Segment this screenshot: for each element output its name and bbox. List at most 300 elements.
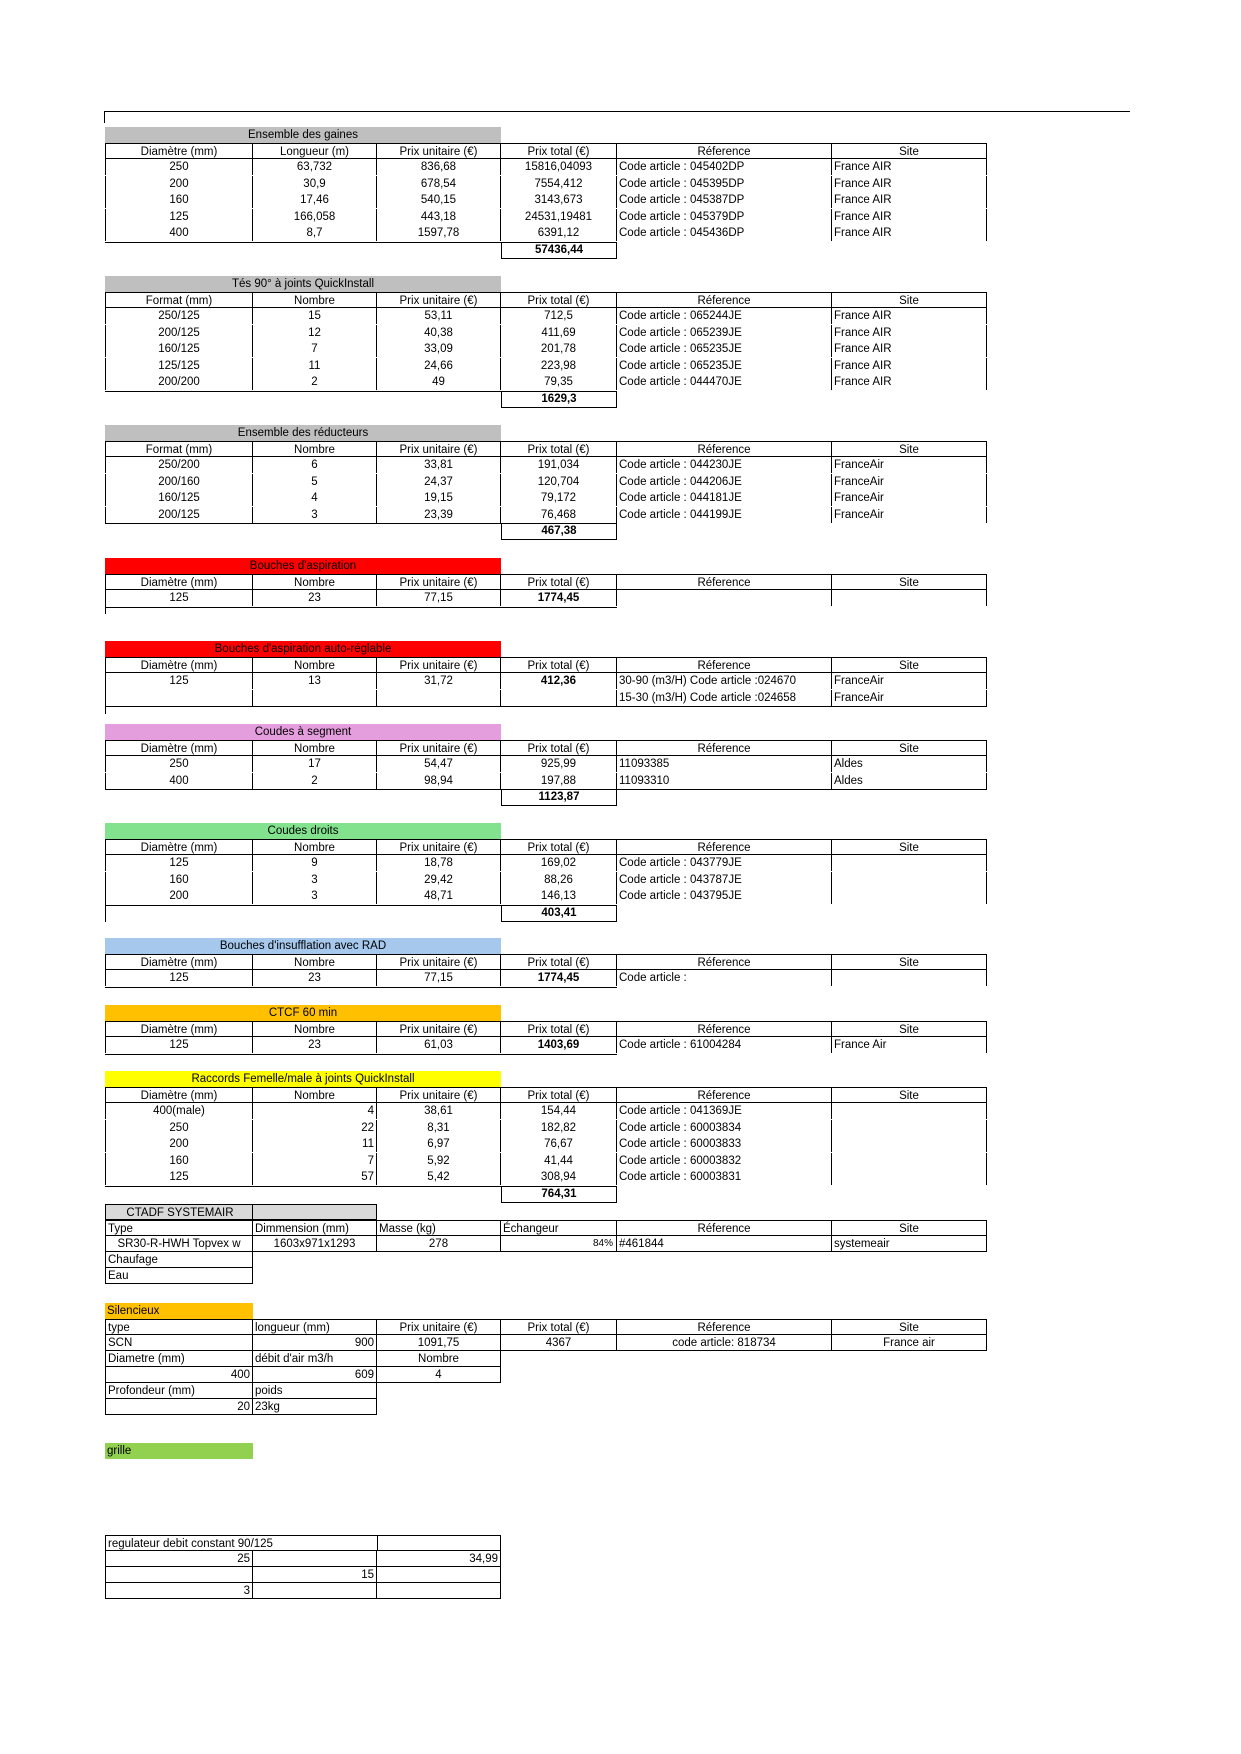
header-row bbox=[105, 1220, 987, 1236]
table-row bbox=[105, 225, 987, 241]
sub-row bbox=[105, 1399, 377, 1415]
title-filler bbox=[253, 1204, 377, 1220]
table-cell: Code article : bbox=[617, 970, 832, 986]
table-row bbox=[105, 374, 987, 390]
column-header: Prix unitaire (€) bbox=[377, 292, 501, 308]
table-row bbox=[105, 1037, 987, 1053]
table-cell bbox=[832, 855, 987, 871]
table-cell: 40,38 bbox=[377, 325, 501, 341]
table-cell: FranceAir bbox=[832, 507, 987, 523]
column-header: Réference bbox=[617, 574, 832, 590]
table-cell: 540,15 bbox=[377, 192, 501, 208]
table-cell: 76,67 bbox=[501, 1136, 617, 1152]
column-header: Prix total (€) bbox=[501, 292, 617, 308]
section-total: 57436,44 bbox=[501, 242, 617, 259]
table-cell: Code article : 045436DP bbox=[617, 225, 832, 241]
table-cell: 4367 bbox=[501, 1335, 617, 1351]
table-cell: 34,99 bbox=[377, 1551, 501, 1567]
column-header: Réference bbox=[617, 1021, 832, 1037]
table-cell: Code article : 60003834 bbox=[617, 1120, 832, 1136]
column-header: Prix unitaire (€) bbox=[377, 143, 501, 159]
table-cell bbox=[617, 590, 832, 606]
table-cell: 15816,04093 bbox=[501, 159, 617, 175]
table-cell: 411,69 bbox=[501, 325, 617, 341]
table-cell: 11093385 bbox=[617, 756, 832, 772]
column-header: Site bbox=[832, 1220, 987, 1236]
table-cell: 197,88 bbox=[501, 773, 617, 789]
section-title: CTADF SYSTEMAIR bbox=[105, 1204, 253, 1220]
table-cell: 15 bbox=[253, 308, 377, 324]
column-header: Échangeur bbox=[501, 1220, 617, 1236]
column-header: Diamètre (mm) bbox=[105, 740, 253, 756]
table-cell: 8,31 bbox=[377, 1120, 501, 1136]
column-header: Prix total (€) bbox=[501, 839, 617, 855]
column-header: Réference bbox=[617, 1087, 832, 1103]
table-cell: 200 bbox=[105, 1136, 253, 1152]
table-cell: 98,94 bbox=[377, 773, 501, 789]
table-cell: 49 bbox=[377, 374, 501, 390]
table-cell: Code article : 065235JE bbox=[617, 341, 832, 357]
table-row bbox=[105, 308, 987, 324]
table-cell: 250 bbox=[105, 1120, 253, 1136]
table-cell: 38,61 bbox=[377, 1103, 501, 1119]
header-row bbox=[105, 1021, 987, 1037]
table-cell bbox=[832, 590, 987, 606]
table-cell bbox=[832, 1120, 987, 1136]
table-cell: 54,47 bbox=[377, 756, 501, 772]
table-cell: 160 bbox=[105, 1153, 253, 1169]
column-header: Diamètre (mm) bbox=[105, 1021, 253, 1037]
table-cell: 160 bbox=[105, 192, 253, 208]
table-row bbox=[105, 690, 987, 706]
table-cell: 53,11 bbox=[377, 308, 501, 324]
table-cell: 5,92 bbox=[377, 1153, 501, 1169]
table-cell: 12 bbox=[253, 325, 377, 341]
left-border bbox=[105, 903, 106, 922]
table-cell: 278 bbox=[377, 1236, 501, 1252]
table-cell: 3 bbox=[105, 1583, 253, 1599]
table-cell: 29,42 bbox=[377, 872, 501, 888]
table-cell: 6,97 bbox=[377, 1136, 501, 1152]
table-cell: 900 bbox=[253, 1335, 377, 1351]
table-cell: 13 bbox=[253, 673, 377, 689]
header-row bbox=[105, 441, 987, 457]
table-cell: débit d'air m3/h bbox=[253, 1351, 377, 1367]
table-row bbox=[105, 888, 987, 904]
table-cell: France AIR bbox=[832, 374, 987, 390]
table-cell: 160/125 bbox=[105, 341, 253, 357]
table-cell: 678,54 bbox=[377, 176, 501, 192]
table-cell: 250/200 bbox=[105, 457, 253, 473]
table-cell: 84% bbox=[501, 1236, 617, 1252]
table-cell: 9 bbox=[253, 855, 377, 871]
table-cell: 182,82 bbox=[501, 1120, 617, 1136]
header-row bbox=[105, 143, 987, 159]
table-cell bbox=[832, 970, 987, 986]
column-header: Site bbox=[832, 143, 987, 159]
column-header: Prix total (€) bbox=[501, 441, 617, 457]
table-cell: Aldes bbox=[832, 773, 987, 789]
table-cell: 2 bbox=[253, 773, 377, 789]
table-cell: 120,704 bbox=[501, 474, 617, 490]
table-cell: 125 bbox=[105, 1037, 253, 1053]
column-header: Longueur (m) bbox=[253, 143, 377, 159]
table-cell: 1774,45 bbox=[501, 970, 617, 986]
table-cell: 2 bbox=[253, 374, 377, 390]
table-cell: 166,058 bbox=[253, 209, 377, 225]
table-row bbox=[105, 773, 987, 789]
table-cell: 31,72 bbox=[377, 673, 501, 689]
table-cell: France AIR bbox=[832, 308, 987, 324]
table-cell bbox=[832, 1136, 987, 1152]
table-cell: France AIR bbox=[832, 159, 987, 175]
table-cell: 925,99 bbox=[501, 756, 617, 772]
column-header: Site bbox=[832, 740, 987, 756]
table-row bbox=[105, 325, 987, 341]
table-cell: 200/125 bbox=[105, 325, 253, 341]
column-header: Site bbox=[832, 954, 987, 970]
table-row bbox=[105, 970, 987, 986]
table-cell bbox=[377, 1567, 501, 1583]
table-cell: 15-30 (m3/H) Code article :024658 bbox=[617, 690, 832, 706]
column-header: Site bbox=[832, 574, 987, 590]
table-cell: FranceAir bbox=[832, 457, 987, 473]
table-cell: Code article : 045379DP bbox=[617, 209, 832, 225]
table-cell: 308,94 bbox=[501, 1169, 617, 1185]
table-cell: Code article : 044181JE bbox=[617, 490, 832, 506]
top-border-line bbox=[104, 111, 1130, 112]
table-cell: 154,44 bbox=[501, 1103, 617, 1119]
table-cell: 3 bbox=[253, 507, 377, 523]
table-cell: Code article : 044470JE bbox=[617, 374, 832, 390]
table-cell: 1091,75 bbox=[377, 1335, 501, 1351]
table-cell: 30,9 bbox=[253, 176, 377, 192]
table-cell: 33,81 bbox=[377, 457, 501, 473]
table-cell: Code article : 044206JE bbox=[617, 474, 832, 490]
table-cell: 4 bbox=[253, 1103, 377, 1119]
table-cell: 15 bbox=[253, 1567, 377, 1583]
column-header: Prix unitaire (€) bbox=[377, 1021, 501, 1037]
table-cell: 18,78 bbox=[377, 855, 501, 871]
table-cell: 443,18 bbox=[377, 209, 501, 225]
table-row bbox=[105, 176, 987, 192]
table-cell: 7 bbox=[253, 341, 377, 357]
column-header: Site bbox=[832, 441, 987, 457]
table-cell: Code article : 61004284 bbox=[617, 1037, 832, 1053]
section-total: 1123,87 bbox=[501, 789, 617, 806]
table-cell: 400 bbox=[105, 1367, 253, 1383]
table-row bbox=[105, 490, 987, 506]
table-cell: #461844 bbox=[617, 1236, 832, 1252]
table-cell: 712,5 bbox=[501, 308, 617, 324]
table-cell: 23 bbox=[253, 590, 377, 606]
table-cell: 412,36 bbox=[501, 673, 617, 689]
table-cell: 5 bbox=[253, 474, 377, 490]
title-row bbox=[105, 1535, 501, 1551]
section-title: Raccords Femelle/male à joints QuickInstall bbox=[105, 1071, 501, 1087]
section-title: Bouches d'insufflation avec RAD bbox=[105, 938, 501, 954]
table-row bbox=[105, 1236, 987, 1252]
top-border-corner bbox=[104, 111, 105, 123]
section-title: Ensemble des réducteurs bbox=[105, 425, 501, 441]
column-header: Site bbox=[832, 1021, 987, 1037]
table-cell: Code article : 60003833 bbox=[617, 1136, 832, 1152]
table-cell bbox=[832, 1153, 987, 1169]
section-title: Silencieux bbox=[105, 1303, 253, 1319]
column-header: Site bbox=[832, 839, 987, 855]
table-cell: 25 bbox=[105, 1551, 253, 1567]
table-cell: 7554,412 bbox=[501, 176, 617, 192]
column-header: Dimmension (mm) bbox=[253, 1220, 377, 1236]
table-cell: 79,172 bbox=[501, 490, 617, 506]
table-row bbox=[105, 1567, 501, 1583]
table-cell: 6 bbox=[253, 457, 377, 473]
table-cell: 1774,45 bbox=[501, 590, 617, 606]
table-cell: Code article : 60003832 bbox=[617, 1153, 832, 1169]
table-cell: France AIR bbox=[832, 209, 987, 225]
table-row bbox=[105, 341, 987, 357]
column-header: Réference bbox=[617, 657, 832, 673]
left-border bbox=[105, 590, 106, 614]
table-bottom-border bbox=[105, 1054, 617, 1055]
column-header: type bbox=[105, 1319, 253, 1335]
table-cell: systemeair bbox=[832, 1236, 987, 1252]
table-cell: Code article : 065235JE bbox=[617, 358, 832, 374]
column-header: Nombre bbox=[253, 657, 377, 673]
table-cell: 250 bbox=[105, 159, 253, 175]
table-cell: 125/125 bbox=[105, 358, 253, 374]
header-row bbox=[105, 740, 987, 756]
table-cell: Code article : 60003831 bbox=[617, 1169, 832, 1185]
table-cell: 1603x971x1293 bbox=[253, 1236, 377, 1252]
table-cell: 191,034 bbox=[501, 457, 617, 473]
table-row bbox=[105, 1335, 987, 1351]
header-row bbox=[105, 839, 987, 855]
table-row bbox=[105, 457, 987, 473]
table-cell: FranceAir bbox=[832, 474, 987, 490]
table-cell: 11093310 bbox=[617, 773, 832, 789]
table-cell: Code article : 045387DP bbox=[617, 192, 832, 208]
table-row bbox=[105, 1252, 253, 1268]
table-bottom-border bbox=[105, 987, 617, 988]
table-cell: Code article : 041369JE bbox=[617, 1103, 832, 1119]
table-cell: 61,03 bbox=[377, 1037, 501, 1053]
table-cell: 76,468 bbox=[501, 507, 617, 523]
column-header: Diamètre (mm) bbox=[105, 574, 253, 590]
table-row bbox=[105, 756, 987, 772]
table-cell: Code article : 044199JE bbox=[617, 507, 832, 523]
table-cell: Eau bbox=[105, 1268, 253, 1284]
table-cell: 88,26 bbox=[501, 872, 617, 888]
table-cell: 200 bbox=[105, 888, 253, 904]
table-cell: 836,68 bbox=[377, 159, 501, 175]
column-header: Prix total (€) bbox=[501, 954, 617, 970]
table-cell: France AIR bbox=[832, 225, 987, 241]
column-header: Réference bbox=[617, 740, 832, 756]
table-cell: code article: 818734 bbox=[617, 1335, 832, 1351]
table-cell: Code article : 045395DP bbox=[617, 176, 832, 192]
table-cell: 1597,78 bbox=[377, 225, 501, 241]
table-cell: 125 bbox=[105, 209, 253, 225]
column-header: Prix unitaire (€) bbox=[377, 1087, 501, 1103]
header-row bbox=[105, 657, 987, 673]
left-border bbox=[105, 673, 106, 714]
table-cell: France Air bbox=[832, 1037, 987, 1053]
table-row bbox=[105, 673, 987, 689]
table-cell: 201,78 bbox=[501, 341, 617, 357]
table-cell bbox=[253, 690, 377, 706]
table-cell: FranceAir bbox=[832, 690, 987, 706]
table-cell: 24,37 bbox=[377, 474, 501, 490]
table-cell: France AIR bbox=[832, 325, 987, 341]
table-cell: 77,15 bbox=[377, 970, 501, 986]
column-header: Réference bbox=[617, 1220, 832, 1236]
table-cell: 17 bbox=[253, 756, 377, 772]
header-row bbox=[105, 954, 987, 970]
column-header: Prix total (€) bbox=[501, 657, 617, 673]
table-cell bbox=[105, 1567, 253, 1583]
table-cell: 200/200 bbox=[105, 374, 253, 390]
table-row bbox=[105, 209, 987, 225]
column-header: Réference bbox=[617, 292, 832, 308]
table-cell: 63,732 bbox=[253, 159, 377, 175]
column-header: Site bbox=[832, 1319, 987, 1335]
table-cell: 48,71 bbox=[377, 888, 501, 904]
table-cell: 33,09 bbox=[377, 341, 501, 357]
table-row bbox=[105, 192, 987, 208]
table-cell: 200 bbox=[105, 176, 253, 192]
table-row bbox=[105, 1583, 501, 1599]
table-cell: SCN bbox=[105, 1335, 253, 1351]
column-header: Nombre bbox=[253, 1087, 377, 1103]
column-header: Diamètre (mm) bbox=[105, 839, 253, 855]
table-cell: France air bbox=[832, 1335, 987, 1351]
column-header: Prix unitaire (€) bbox=[377, 441, 501, 457]
table-row bbox=[105, 1136, 987, 1152]
table-cell: 23 bbox=[253, 1037, 377, 1053]
table-cell: 23 bbox=[253, 970, 377, 986]
column-header: Diamètre (mm) bbox=[105, 954, 253, 970]
table-cell: 250/125 bbox=[105, 308, 253, 324]
section-total: 403,41 bbox=[501, 905, 617, 922]
table-cell bbox=[377, 690, 501, 706]
table-cell: 77,15 bbox=[377, 590, 501, 606]
column-header: Type bbox=[105, 1220, 253, 1236]
table-cell: 20 bbox=[105, 1399, 253, 1415]
column-header: Réference bbox=[617, 839, 832, 855]
column-header: Prix unitaire (€) bbox=[377, 657, 501, 673]
table-cell bbox=[377, 1583, 501, 1599]
column-header: Site bbox=[832, 292, 987, 308]
table-row bbox=[105, 507, 987, 523]
table-cell: 400 bbox=[105, 225, 253, 241]
table-cell: 125 bbox=[105, 590, 253, 606]
column-header: Masse (kg) bbox=[377, 1220, 501, 1236]
table-cell: Nombre bbox=[377, 1351, 501, 1367]
table-row bbox=[105, 1268, 253, 1284]
column-header: Prix total (€) bbox=[501, 1087, 617, 1103]
table-row bbox=[105, 872, 987, 888]
table-cell: 400(male) bbox=[105, 1103, 253, 1119]
table-cell: 3 bbox=[253, 872, 377, 888]
column-header: Prix total (€) bbox=[501, 1319, 617, 1335]
table-cell: 5,42 bbox=[377, 1169, 501, 1185]
column-header: Prix total (€) bbox=[501, 574, 617, 590]
section-title: Bouches d'aspiration auto-réglable bbox=[105, 641, 501, 657]
table-row bbox=[105, 1153, 987, 1169]
table-cell: 1403,69 bbox=[501, 1037, 617, 1053]
table-cell: 24531,19481 bbox=[501, 209, 617, 225]
header-row bbox=[105, 1087, 987, 1103]
column-header: Nombre bbox=[253, 740, 377, 756]
column-header: Réference bbox=[617, 954, 832, 970]
section-title: Ensemble des gaines bbox=[105, 127, 501, 143]
table-cell: Code article : 045402DP bbox=[617, 159, 832, 175]
table-cell: 11 bbox=[253, 358, 377, 374]
header-row bbox=[105, 574, 987, 590]
table-cell: Profondeur (mm) bbox=[105, 1383, 253, 1399]
column-header: Prix unitaire (€) bbox=[377, 574, 501, 590]
column-header: Nombre bbox=[253, 954, 377, 970]
table-bottom-border bbox=[105, 706, 987, 707]
table-cell: Code article : 043787JE bbox=[617, 872, 832, 888]
column-header: Réference bbox=[617, 441, 832, 457]
section-title: Tés 90° à joints QuickInstall bbox=[105, 276, 501, 292]
column-header: Prix total (€) bbox=[501, 740, 617, 756]
table-cell: 4 bbox=[253, 490, 377, 506]
table-cell: 11 bbox=[253, 1136, 377, 1152]
table-cell bbox=[253, 1583, 377, 1599]
table-cell bbox=[832, 872, 987, 888]
table-cell: Chaufage bbox=[105, 1252, 253, 1268]
table-cell: 6391,12 bbox=[501, 225, 617, 241]
table-cell bbox=[501, 690, 617, 706]
table-row bbox=[105, 159, 987, 175]
header-row bbox=[105, 1319, 987, 1335]
section-title: Coudes à segment bbox=[105, 724, 501, 740]
table-cell: Code article : 065239JE bbox=[617, 325, 832, 341]
table-cell: Diametre (mm) bbox=[105, 1351, 253, 1367]
table-cell: 250 bbox=[105, 756, 253, 772]
table-cell: 7 bbox=[253, 1153, 377, 1169]
table-row bbox=[105, 590, 987, 606]
section-title: Coudes droits bbox=[105, 823, 501, 839]
table-cell: France AIR bbox=[832, 192, 987, 208]
table-bottom-border bbox=[105, 607, 617, 608]
table-cell: 17,46 bbox=[253, 192, 377, 208]
table-cell: FranceAir bbox=[832, 490, 987, 506]
header-row bbox=[105, 292, 987, 308]
table-cell: France AIR bbox=[832, 176, 987, 192]
column-header: Nombre bbox=[253, 1021, 377, 1037]
table-cell: 125 bbox=[105, 970, 253, 986]
column-header: longueur (mm) bbox=[253, 1319, 377, 1335]
table-row bbox=[105, 1551, 501, 1567]
table-cell: 609 bbox=[253, 1367, 377, 1383]
table-cell bbox=[832, 888, 987, 904]
section-total: 764,31 bbox=[501, 1186, 617, 1203]
table-cell: France AIR bbox=[832, 358, 987, 374]
table-cell: 79,35 bbox=[501, 374, 617, 390]
table-cell: 8,7 bbox=[253, 225, 377, 241]
section-title: CTCF 60 min bbox=[105, 1005, 501, 1021]
table-cell: Aldes bbox=[832, 756, 987, 772]
table-row bbox=[105, 855, 987, 871]
column-header: Réference bbox=[617, 143, 832, 159]
table-cell: 169,02 bbox=[501, 855, 617, 871]
section-title: regulateur debit constant 90/125 bbox=[105, 1535, 377, 1551]
table-cell: 3 bbox=[253, 888, 377, 904]
